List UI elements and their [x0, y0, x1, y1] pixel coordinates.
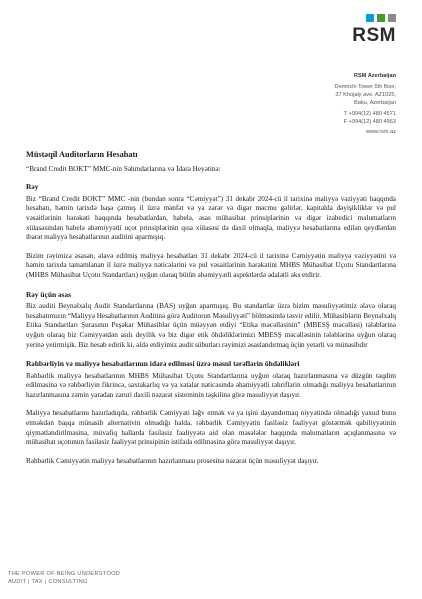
address-phone: T +994(12) 480 4571	[343, 110, 396, 117]
opinion-paragraph-1: Biz “Brand Credit BOKT” MMC -nin (bundan sonra “Cəmiyyət”) 31 dekabr 2024-cü il tarixinə maliyyə vəziyyəti haqqında hesabatı, həmin tarixdə başa çatmış il üzrə mənfət və ya zərər və digər məcmu gəlirlər, kapitalda dəyişikliklər və pul vəsaitlərinin hərəkəti haqqında hesabatlardan, habelə, əsas mühasibat prinsiplərinin və digər izahedici məlumatların xülasəsindən habelə əhəmiyyətli uçot prinsiplərinin qısa xülasəsi də daxil olmaqla, maliyyə hesabatlarına edilən qeydlərdən ibarət maliyyə hesabatlarının auditini aparmışıq.	[26, 194, 396, 242]
rsm-logo	[336, 14, 396, 45]
logo-square-blue	[366, 14, 374, 22]
report-salutation: “Brand Credit BOKT” MMC-nin Səhmdarlarına və İdarə Heyətinə:	[26, 164, 221, 173]
firm-name: RSM Azerbaijan	[353, 73, 396, 79]
responsibilities-paragraph-1: Rəhbərlik maliyyə hesabatlarının MHBS Mühasibat Uçotu Standartlarına uyğun olaraq hazırlanmasına və düzgün təqdim edilməsinə və rəhbərliyin fikrincə, saxtakarlıq və ya xətalar nəticəsində əhəmiyyətli təhriflərin olmadığı maliyyə hesabatlarının hazırlanmasına zəmin yaradan zəruri daxili nəzarət sisteminin təşkilinə görə məsuliyyət daşıyır.	[26, 371, 396, 399]
logo-squares	[336, 14, 396, 22]
address-website: www.rsm.az	[365, 129, 396, 136]
report-body	[26, 150, 396, 471]
footer-slogan: THE POWER OF BEING UNDERSTOOD	[8, 571, 121, 577]
address-line-avenue: 37 Khojaly ave. AZ1025,	[335, 91, 396, 98]
logo-square-grey	[388, 14, 396, 22]
footer-tagline	[8, 570, 120, 586]
section-heading-basis: Rəy üçün əsas	[26, 289, 72, 299]
logo-wordmark: RSM	[352, 25, 396, 46]
address-fax: F +994(12) 480 4563	[343, 118, 396, 125]
report-title: Müstəqil Auditorların Hesabatı	[26, 150, 138, 159]
section-heading-opinion: Rəy	[26, 182, 39, 192]
section-heading-responsibilities: Rəhbərliyin və maliyyə hesabatlarının idarə edilməsi üzrə məsul tərəflərin öhdəlikləri	[26, 359, 300, 369]
responsibilities-paragraph-3: Rəhbərlik Cəmiyyətin maliyyə hesabatlarının hazırlanması prosesinə nəzarət üçün məsuliyyət daşıyır.	[26, 456, 319, 465]
address-line-street: Demirchi Tower 5th floor,	[334, 83, 396, 90]
responsibilities-paragraph-2: Maliyyə hesabatlarını hazırladıqda, rəhbərlik Cəmiyyəti ləğv etmək və ya işini dayandırmaq niyyətində olmadığı yaxud bunu etməkdən başqa münasib alternativin olmadığı halda, rəhbərlik Cəmiyyətin fasiləsiz fəaliyyət göstərmək qabiliyyətinin qiymətləndirilməsinə, müvafiq hallarda fasiləsiz fəaliyyətə aid olan məsələlər haqqında məlumatların açıqlanmasına və mühasibat uçotunun fasiləsiz fəaliyyət prinsipinin istifadə edilməsinə görə məsuliyyət daşıyır.	[26, 409, 396, 447]
firm-address-block	[276, 73, 396, 137]
address-line-city: Baku, Azerbaijan	[354, 99, 396, 106]
logo-square-green	[377, 14, 385, 22]
footer-services: AUDIT | TAX | CONSULTING	[8, 579, 88, 585]
basis-paragraph: Biz auditi Beynəlxalq Audit Standartlarına (BAS) uyğun aparmışıq. Bu standartlar üzrə bizim məsuliyyətimiz əlavə olaraq hesabatımızın “Maliyyə Hesabatlarının Auditinə görə Auditorun Məsuliyyəti” bölməsində təsvir edilir. Mühasiblərin Beynəlxalq Etika Standartları Şurasının Peşəkar Mühasiblər üçün müəyyən etdiyi “Etika məcəlləsinin” (MBESŞ məcəlləsi) tələblərinə uyğun olaraq biz Cəmiyyətdən asılı deyilik və biz digər etik öhdəliklərimizi MBESŞ məcəlləsinin tələblərinə uyğun olaraq yerinə yetirmişik. Biz hesab edirik ki, əldə etdiyimiz audit sübutları rəyimizi əsaslandırmaq üçün yetərli və münasibdir	[26, 302, 396, 349]
opinion-paragraph-2: Bizim rəyimizə əsasən, əlavə edilmiş maliyyə hesabatları 31 dekabr 2024-cü il tarixinə Cəmiyyətin maliyyə vəziyyətini və həmin tarixdə tamamlanan il üzrə maliyyə nəticələrini və pul vəsaitlərinin hərəkətini MHBS Mühasibat Uçotu Standartlarına (MHBS Mühasibat Uçotu Standartları) uyğun olaraq bütün əhəmiyyətli aspektlərdə ədalətli əks etdirir.	[26, 251, 396, 279]
